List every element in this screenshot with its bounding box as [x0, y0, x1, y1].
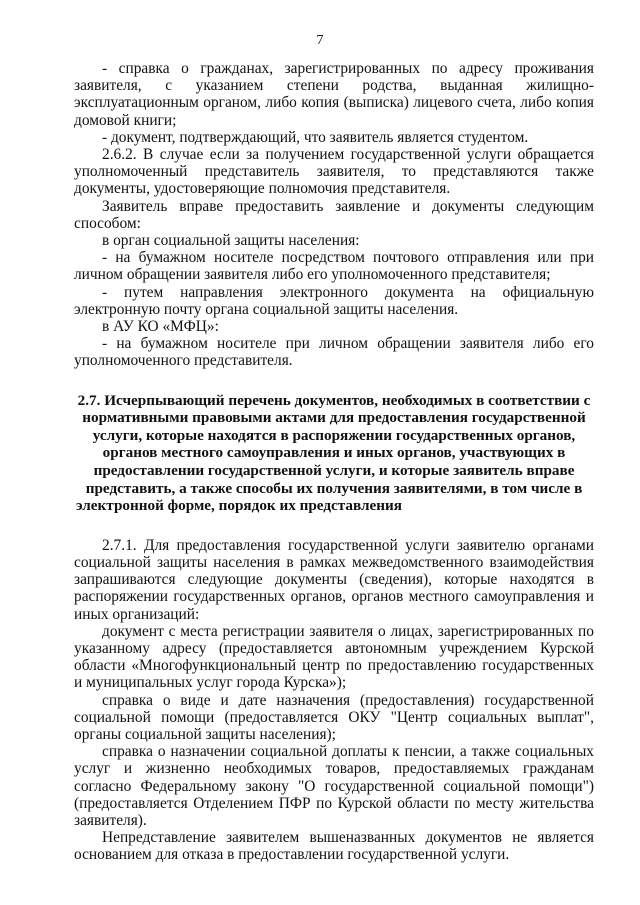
- paragraph-housing-certificate: - справка о гражданах, зарегистрированных по адресу проживания заявителя, с указанием степени родства, выданная жилищно-эксплуатационным органом, либо копия (выписка) лицевого счета, либо копия домовой книги;: [74, 60, 594, 129]
- paragraph-student-document: - документ, подтверждающий, что заявитель является студентом.: [102, 128, 529, 146]
- paragraph-mfc: в АУ КО «МФЦ»:: [102, 318, 219, 336]
- paragraph-submission-method: Заявитель вправе предоставить заявление и документы следующим способом:: [74, 197, 594, 232]
- page-number: 7: [316, 33, 324, 48]
- paragraph-pension-supplement-certificate: справка о назначении социальной доплаты к пенсии, а также социальных услуг и жизненно необходимых товаров, предоставляемых гражданам согласно Федеральному закону "О государственной социальной помощи") (предоставляется Отделением ПФР по Курской области по месту жительства заявителя).: [74, 743, 594, 830]
- paragraph-mfc-paper-submission: - на бумажном носителе при личном обращении заявителя либо его уполномоченного представителя.: [74, 335, 594, 370]
- document-body: [74, 60, 594, 864]
- paragraph-2-7-1: 2.7.1. Для предоставления государственной услуги заявителю органами социальной защиты населения в рамках межведомственного взаимодействия запрашиваются следующие документы (сведения), которые находятся в распоряжении государственных органов, органов местного самоуправления и иных организаций:: [74, 536, 594, 623]
- section-heading-2-7: 2.7. Исчерпывающий перечень документов, необходимых в соответствии с нормативными правовыми актами для предоставления государственной услуги, которые находятся в распоряжении государственных органов, органов местного самоуправления и иных органов, участвующих в предоставлении государственной услуги, и которые заявитель вправе представить, а также способы их получения заявителями, в том числе в электронной форме, порядок их представления: [76, 391, 591, 515]
- paragraph-electronic-submission: - путем направления электронного документа на официальную электронную почту органа социальной защиты населения.: [74, 283, 594, 318]
- paragraph-social-protection-body: в орган социальной защиты населения:: [102, 232, 360, 250]
- paragraph-paper-submission: - на бумажном носителе посредством почтового отправления или при личном обращении заявителя либо его уполномоченного представителя;: [74, 249, 594, 284]
- paragraph-registration-document: документ с места регистрации заявителя о лицах, зарегистрированных по указанному адресу (предоставляется автономным учреждением Курской области «Многофункциональный центр по предоставлению государственных и муниципальных услуг города Курска»);: [74, 622, 594, 692]
- paragraph-non-submission: Непредставление заявителем вышеназванных документов не является основанием для отказа в предоставлении государственной услуги.: [74, 829, 594, 864]
- paragraph-social-assistance-certificate: справка о виде и дате назначения (предоставления) государственной социальной помощи (предоставляется ОКУ "Центр социальных выплат", органы социальной защиты населения);: [74, 691, 594, 744]
- paragraph-2-6-2: 2.6.2. В случае если за получением государственной услуги обращается уполномоченный представитель заявителя, то представляются также документы, удостоверяющие полномочия представителя.: [74, 146, 594, 198]
